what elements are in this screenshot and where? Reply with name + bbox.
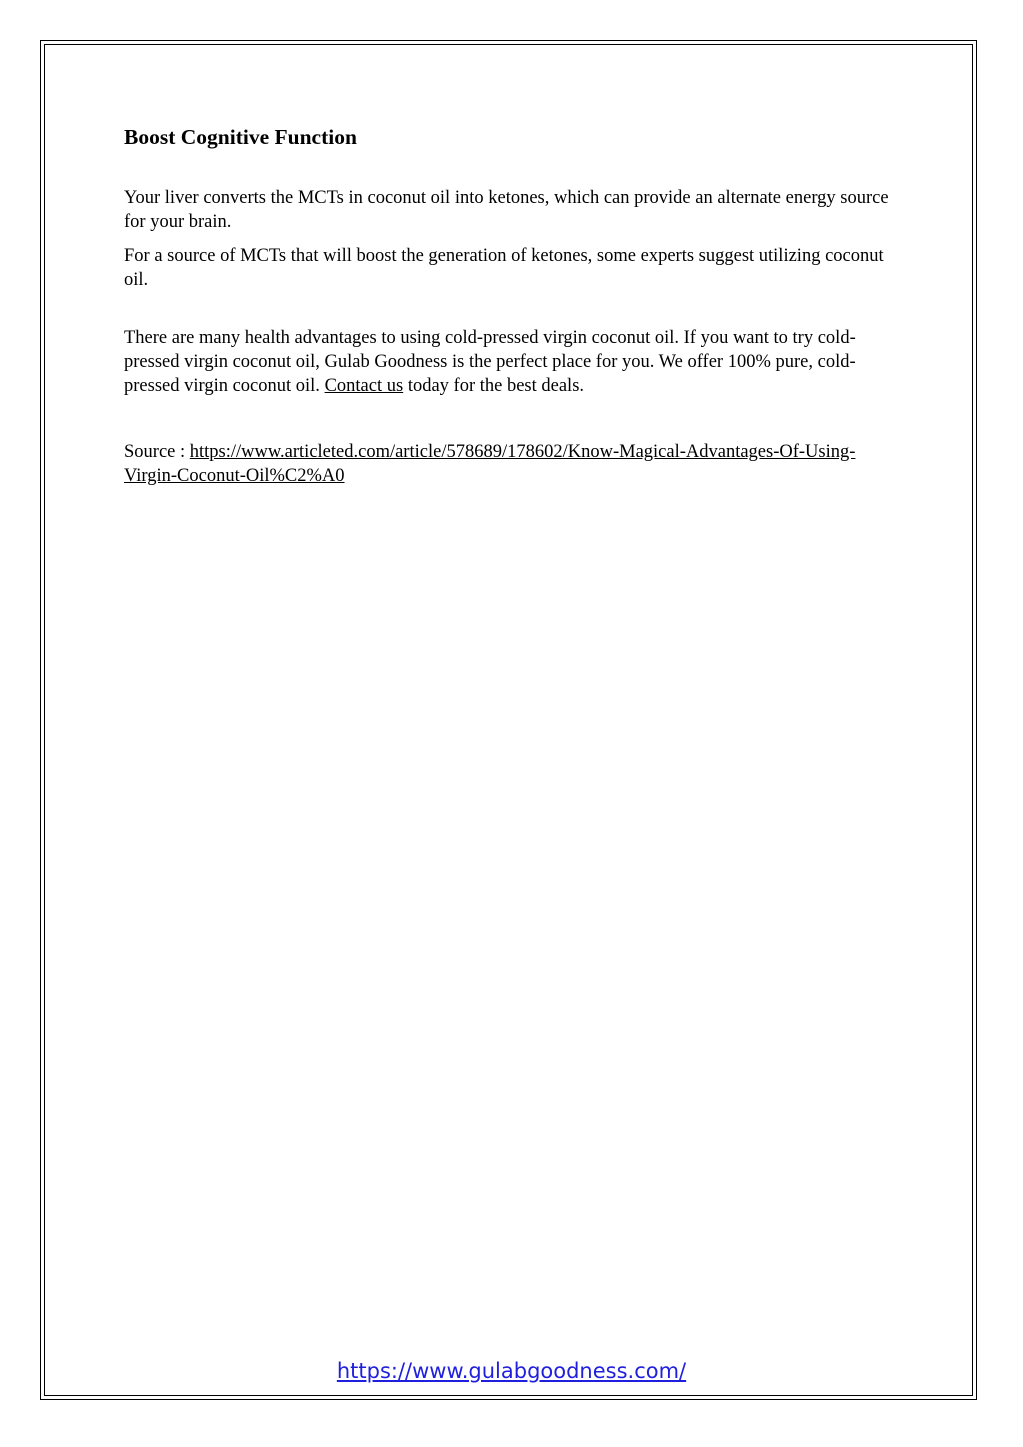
source-citation — [124, 440, 899, 488]
paragraph-advantages-text: There are many health advantages to using cold-pressed virgin coconut oil. If you want to try cold-pressed virgin coconut oil, Gulab Goodness is the perfect place for you. We offer 100% pure, cold-pressed virgin coconut oil. — [124, 328, 856, 396]
paragraph-health-advantages — [124, 326, 899, 398]
section-heading: Boost Cognitive Function — [124, 125, 357, 149]
footer-website-link[interactable]: https://www.gulabgoodness.com/ — [336, 1359, 687, 1383]
source-label: Source : — [124, 442, 190, 462]
contact-us-link[interactable]: Contact us — [324, 376, 404, 396]
paragraph-liver-ketones: Your liver converts the MCTs in coconut oil into ketones, which can provide an alternate energy source for your brain. — [124, 188, 889, 232]
document-body — [124, 120, 899, 498]
paragraph-mct-source: For a source of MCTs that will boost the generation of ketones, some experts suggest utilizing coconut oil. — [124, 246, 884, 290]
source-url-link[interactable]: https://www.articleted.com/article/578689/178602/Know-Magical-Advantages-Of-Using-Virgin-Coconut-Oil%C2%A0 — [124, 442, 856, 486]
footer — [0, 1356, 1023, 1386]
paragraph-advantages-tail: today for the best deals. — [403, 376, 585, 396]
